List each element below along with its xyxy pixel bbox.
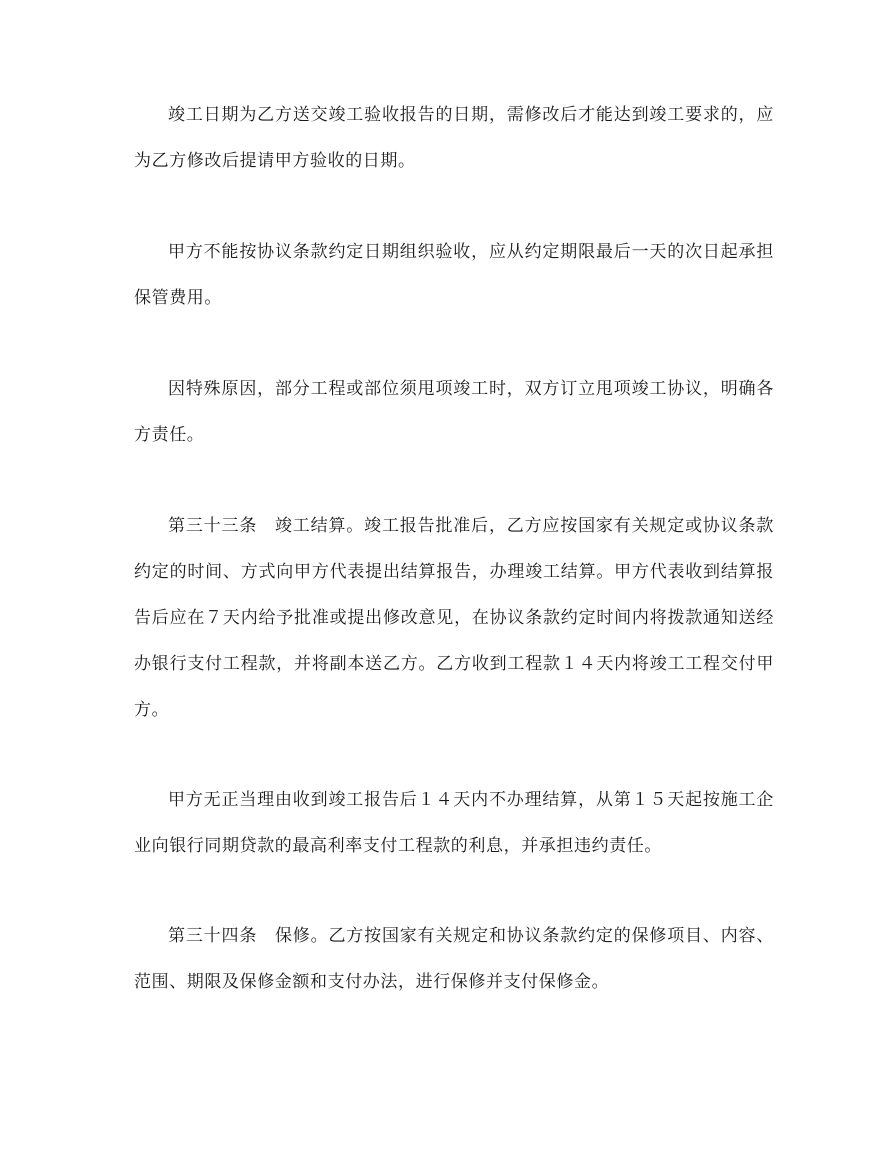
paragraph-partial-completion: 因特殊原因，部分工程或部位须甩项竣工时，双方订立甩项竣工协议，明确各方责任。: [134, 379, 774, 445]
paragraph-acceptance-delay: 甲方不能按协议条款约定日期组织验收，应从约定期限最后一天的次日起承担保管费用。: [134, 242, 774, 308]
paragraph-settlement-penalty: 甲方无正当理由收到竣工报告后１４天内不办理结算，从第１５天起按施工企业向银行同期贷款的最高利率支付工程款的利息，并承担违约责任。: [134, 790, 774, 856]
paragraph-article-33-settlement: 第三十三条 竣工结算。竣工报告批准后，乙方应按国家有关规定或协议条款约定的时间、方式向甲方代表提出结算报告，办理竣工结算。甲方代表收到结算报告后应在７天内给予批准或提出修改意见，在协议条款约定时间内将拨款通知送经办银行支付工程款，并将副本送乙方。乙方收到工程款１４天内将竣工工程交付甲方。: [134, 516, 774, 720]
paragraph-article-34-warranty: 第三十四条 保修。乙方按国家有关规定和协议条款约定的保修项目、内容、范围、期限及保修金额和支付办法，进行保修并支付保修金。: [134, 926, 774, 992]
paragraph-completion-date: 竣工日期为乙方送交竣工验收报告的日期，需修改后才能达到竣工要求的，应为乙方修改后提请甲方验收的日期。: [134, 105, 774, 171]
